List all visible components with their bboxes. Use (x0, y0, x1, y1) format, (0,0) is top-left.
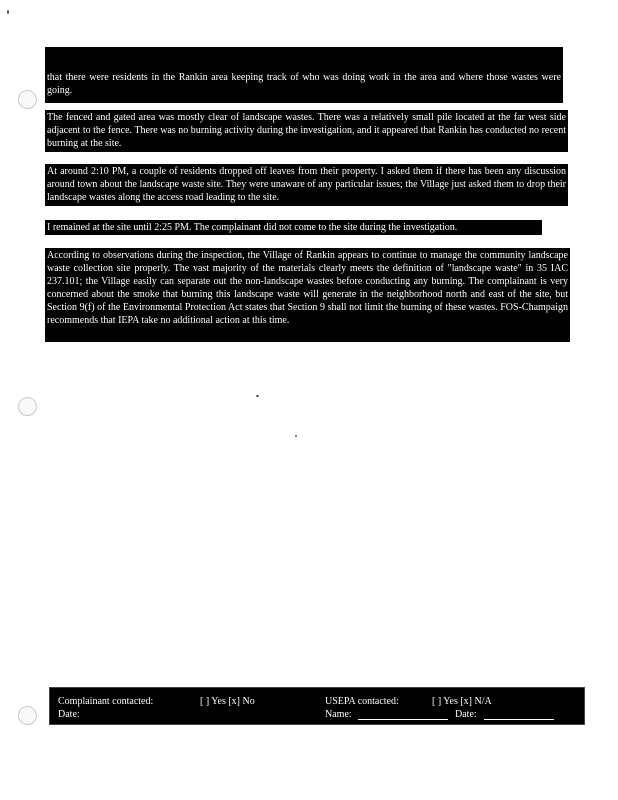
scan-speck (295, 435, 297, 437)
contact-status-box (49, 687, 585, 725)
usepa-name-blank (358, 708, 448, 720)
paragraph-text: that there were residents in the Rankin area keeping track of who was doing work in the area and where those wastes were going. (47, 72, 561, 96)
binder-hole-middle (18, 397, 37, 416)
paragraph-text: At around 2:10 PM, a couple of residents dropped off leaves from their property. I asked them if there has been any discussion around town about the landscape waste site. They were unaware of any particular issues; the Village just asked them to drop their landscape wastes along the access road leading to the site. (47, 166, 566, 203)
paragraph-site-condition (45, 110, 568, 152)
usepa-date-blank (484, 708, 554, 720)
paragraph-conclusion (45, 248, 570, 342)
paragraph-text: The fenced and gated area was mostly clear of landscape wastes. There was a relatively small pile located at the far west side adjacent to the fence. There was no burning activity during the investigation, and it appeared that Rankin has conducted no recent burning at the site. (47, 112, 566, 149)
binder-hole-top (18, 90, 37, 109)
paragraph-departure (45, 220, 542, 235)
usepa-name-label: Name: (325, 709, 352, 720)
scan-speck (7, 10, 9, 14)
complainant-contacted-value: [ ] Yes [x] No (200, 696, 255, 707)
complainant-date-label: Date: (58, 709, 80, 720)
scan-speck (256, 395, 259, 397)
usepa-date-label: Date: (455, 709, 477, 720)
paragraph-residents-drop-off (45, 164, 568, 206)
paragraph-text: I remained at the site until 2:25 PM. The complainant did not come to the site during the investigation. (47, 222, 458, 233)
paragraph-text: According to observations during the inspection, the Village of Rankin appears to continue to manage the community landscape waste collection site properly. The vast majority of the materials clearly meets the definition of "landscape waste" in 35 IAC 237.101; the Village easily can separate out the non-landscape wastes before conducting any burning. The complainant is very concerned about the smoke that burning this landscape waste will generate in the neighborhood north and east of the site, but Section 9(f) of the Environmental Protection Act states that Section 9 shall not limit the burning of these wastes. FOS-Champaign recommends that IEPA take no additional action at this time. (47, 250, 568, 326)
paragraph-residents-tracking (45, 47, 563, 103)
binder-hole-bottom (18, 706, 37, 725)
usepa-contacted-value: [ ] Yes [x] N/A (432, 696, 492, 707)
usepa-contacted-label: USEPA contacted: (325, 696, 399, 707)
complainant-contacted-label: Complainant contacted: (58, 696, 154, 707)
